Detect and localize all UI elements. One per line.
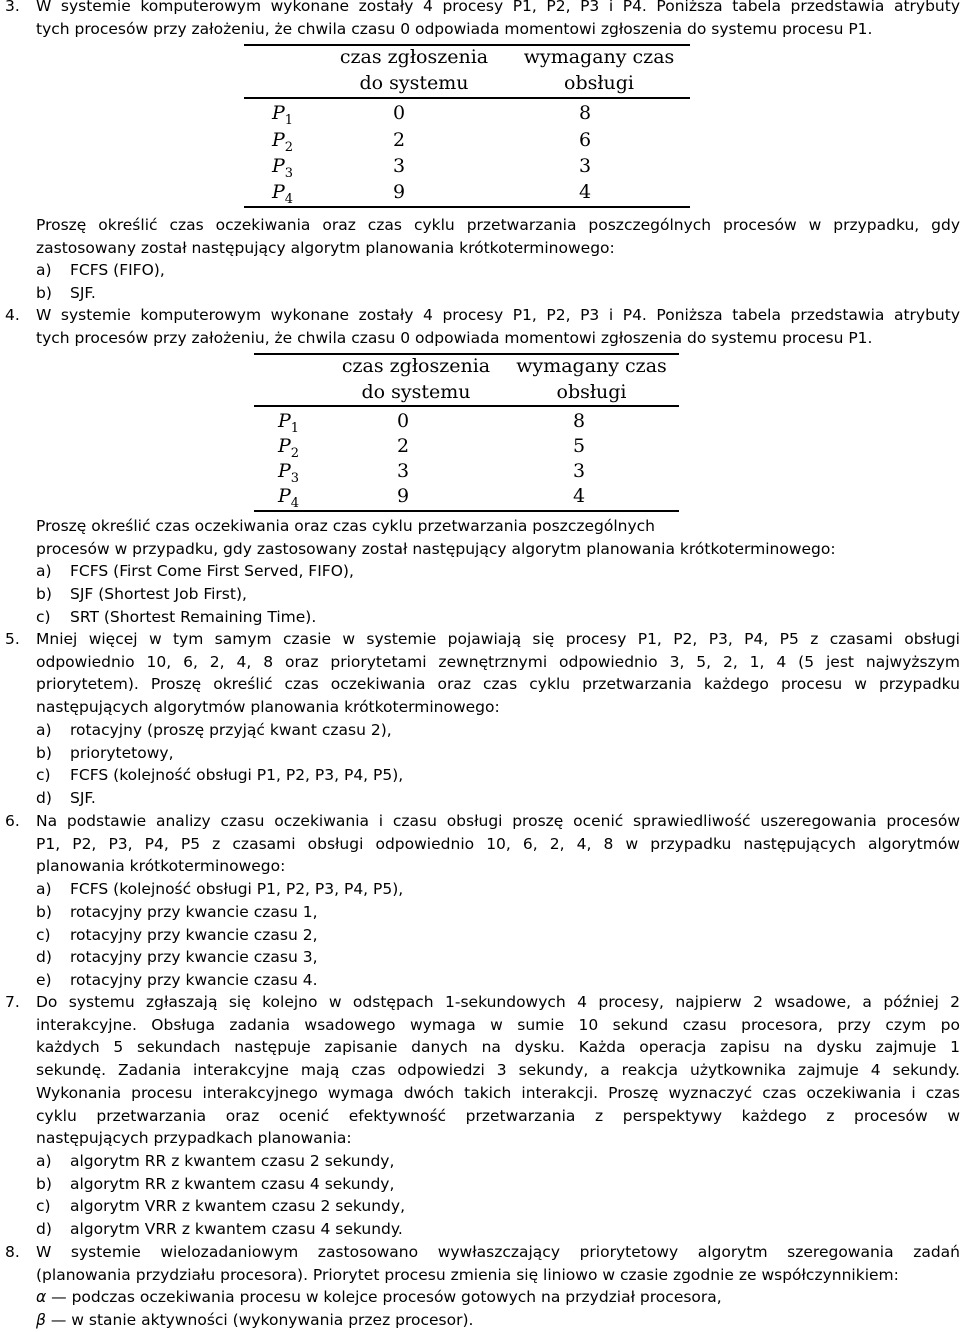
option-text: rotacyjny przy kwancie czasu 3,	[70, 948, 318, 967]
process-table-q3	[244, 44, 694, 214]
option-item	[36, 742, 960, 765]
option-label: b)	[36, 902, 52, 921]
question-text-line: następujących algorytmów planowania krótkoterminowego:	[36, 698, 500, 717]
option-label: d)	[36, 788, 52, 807]
arrival-cell: 9	[392, 181, 406, 203]
option-item	[36, 583, 960, 606]
option-label: a)	[36, 1151, 52, 1170]
table-rule	[244, 44, 690, 46]
option-text: SJF (Shortest Job First),	[70, 585, 247, 604]
burst-cell: 3	[572, 460, 586, 482]
options-list	[36, 719, 960, 810]
arrival-cell: 2	[396, 435, 410, 457]
option-label: e)	[36, 970, 52, 989]
question-4-task	[0, 515, 960, 629]
table-rule	[244, 97, 690, 99]
question-text-line: tych procesów przy założeniu, że chwila czasu 0 odpowiada momentowi zgłoszenia do systemu procesu P1.	[36, 19, 873, 38]
option-text: algorytm VRR z kwantem czasu 4 sekundy.	[70, 1220, 403, 1239]
option-label: a)	[36, 562, 52, 581]
arrival-cell: 3	[396, 460, 410, 482]
option-label: b)	[36, 1174, 52, 1193]
header-line: czas zgłoszenia	[339, 46, 489, 68]
option-label: b)	[36, 743, 52, 762]
question-text-line: następujących przypadkach planowania:	[36, 1129, 352, 1148]
question-3	[0, 0, 960, 40]
option-item	[36, 719, 960, 742]
option-item	[36, 901, 960, 924]
option-text: algorytm RR z kwantem czasu 2 sekundy,	[70, 1151, 395, 1170]
option-text: rotacyjny przy kwancie czasu 4.	[70, 970, 318, 989]
option-label: a)	[36, 880, 52, 899]
option-text: FCFS (kolejność obsługi P1, P2, P3, P4, P5),	[70, 880, 404, 899]
option-item	[36, 764, 960, 787]
options-list	[36, 259, 960, 304]
table-rule	[254, 405, 679, 407]
coefficient-text: — podczas oczekiwania procesu w kolejce procesów gotowych na przydział procesora,	[51, 1288, 722, 1307]
header-line: do systemu	[361, 381, 471, 403]
option-label: a)	[36, 261, 52, 280]
question-text-line: priorytetem). Proszę określić czas oczekiwania oraz czas cyklu przetwarzania każdego procesu w przypadku	[36, 675, 960, 694]
arrival-cell: 9	[396, 485, 410, 507]
option-text: rotacyjny przy kwancie czasu 1,	[70, 902, 318, 921]
option-item	[36, 560, 960, 583]
arrival-cell: 3	[392, 155, 406, 177]
question-text-line: Na podstawie analizy czasu oczekiwania i czasu obsługi proszę ocenić sprawiedliwość uszeregowania procesów	[36, 812, 960, 830]
header-line: czas zgłoszenia	[341, 355, 491, 377]
coefficient-text: — w stanie aktywności (wykonywania przez procesor).	[50, 1311, 474, 1330]
process-label: $P_3$	[278, 460, 300, 486]
question-text-line: W systemie komputerowym wykonane zostały 4 procesy P1, P2, P3 i P4. Poniższa tabela przedstawia atrybuty	[36, 306, 960, 324]
table-header-arrival	[338, 353, 494, 405]
question-text-line: W systemie wielozadaniowym zastosowano wywłaszczający priorytetowy algorytm szeregowania zadań	[36, 1243, 960, 1261]
process-label: $P_1$	[278, 410, 300, 436]
question-text-line: Wykonania procesu interakcyjnego wymaga dwóch takich interakcji. Proszę wyznaczyć czas oczekiwania i czas	[36, 1083, 960, 1102]
option-item	[36, 924, 960, 947]
option-text: algorytm RR z kwantem czasu 4 sekundy,	[70, 1174, 395, 1193]
question-text-line: P1, P2, P3, P4, P5 z czasami obsługi odpowiednio 10, 6, 2, 4, 8 w przypadku następujących algorytmów	[36, 834, 960, 853]
process-label: $P_2$	[278, 435, 300, 461]
question-4	[0, 304, 960, 349]
question-text-line: Proszę określić czas oczekiwania oraz czas cyklu przetwarzania poszczególnych procesów w przypadku, gdy	[36, 216, 960, 234]
question-text-line: W systemie komputerowym wykonane zostały 4 procesy P1, P2, P3 i P4. Poniższa tabela przedstawia atrybuty	[36, 0, 960, 15]
option-item	[36, 787, 960, 810]
question-text-line: każdych 5 sekundach następuje zapisanie danych na dysku. Każda operacja zapisu na dysku zajmuje 1	[36, 1038, 960, 1057]
question-text-line: procesów w przypadku, gdy zastosowany został następujący algorytm planowania krótkoterminowego:	[36, 539, 836, 558]
process-table-q4	[254, 353, 684, 521]
process-label: $P_4$	[272, 181, 294, 207]
option-item	[36, 1173, 960, 1196]
option-label: c)	[36, 607, 51, 626]
option-text: algorytm VRR z kwantem czasu 2 sekundy,	[70, 1197, 405, 1216]
question-number: 8.	[5, 1243, 20, 1261]
arrival-cell: 2	[392, 129, 406, 151]
option-text: SJF.	[70, 788, 96, 807]
burst-cell: 8	[572, 410, 586, 432]
coefficient-alpha	[36, 1286, 960, 1309]
table-header-burst	[514, 44, 684, 96]
option-item	[36, 1150, 960, 1173]
option-item	[36, 606, 960, 629]
process-label: $P_4$	[278, 485, 300, 511]
option-text: rotacyjny (proszę przyjąć kwant czasu 2),	[70, 720, 392, 739]
question-number: 3.	[5, 0, 20, 15]
header-line: do systemu	[359, 72, 469, 94]
table-header-burst	[509, 353, 674, 405]
question-text-line: planowania krótkoterminowego:	[36, 857, 286, 876]
burst-cell: 4	[578, 181, 592, 203]
question-text-line: cyklu przetwarzania oraz ocenić efektywność przetwarzania z perspektywy każdego z procesów w	[36, 1106, 960, 1125]
option-label: b)	[36, 284, 52, 303]
burst-cell: 8	[578, 102, 592, 124]
header-line: wymagany czas	[516, 355, 667, 377]
option-text: FCFS (kolejność obsługi P1, P2, P3, P4, P5),	[70, 766, 404, 785]
question-text-line: (planowania przydziału procesora). Priorytet procesu zmienia się liniowo w czasie zgodnie ze współczynnikiem:	[36, 1265, 899, 1284]
question-text-line: sekundę. Zadania interakcyjne mają czas odpowiedzi 3 sekundy, a reakcja użytkownika zajmuje 4 sekundy.	[36, 1061, 960, 1080]
option-label: a)	[36, 720, 52, 739]
question-7	[0, 991, 960, 1241]
header-line: obsługi	[564, 72, 634, 94]
option-item	[36, 1195, 960, 1218]
table-rule	[254, 510, 679, 512]
question-text-line: tych procesów przy założeniu, że chwila czasu 0 odpowiada momentowi zgłoszenia do systemu procesu P1.	[36, 328, 873, 347]
table-rule	[254, 353, 679, 355]
question-number: 7.	[5, 993, 20, 1011]
question-number: 6.	[5, 812, 20, 830]
arrival-cell: 0	[392, 102, 406, 124]
option-text: FCFS (First Come First Served, FIFO),	[70, 562, 354, 581]
header-line: wymagany czas	[523, 46, 675, 68]
process-label: $P_1$	[272, 102, 294, 128]
beta-symbol: β	[36, 1311, 46, 1330]
question-number: 5.	[5, 630, 20, 648]
option-text: SRT (Shortest Remaining Time).	[70, 607, 317, 626]
option-item	[36, 969, 960, 992]
option-label: c)	[36, 766, 51, 785]
question-text-line: Proszę określić czas oczekiwania oraz czas cyklu przetwarzania poszczególnych	[36, 517, 655, 535]
question-text-line: Mniej więcej w tym samym czasie w systemie pojawiają się procesy P1, P2, P3, P4, P5 z czasami obsługi	[36, 630, 960, 648]
option-text: FCFS (FIFO),	[70, 261, 165, 280]
option-text: SJF.	[70, 284, 96, 303]
burst-cell: 3	[578, 155, 592, 177]
question-text-line: interakcyjne. Obsługa zadania wsadowego wymaga w sumie 10 sekund czasu procesora, przy czym po	[36, 1015, 960, 1034]
option-label: d)	[36, 1220, 52, 1239]
question-3-task	[0, 214, 960, 305]
burst-cell: 6	[578, 129, 592, 151]
option-text: rotacyjny przy kwancie czasu 2,	[70, 925, 318, 944]
question-text-line: odpowiednio 10, 6, 2, 4, 8 oraz priorytetami zewnętrznymi odpowiednio 3, 5, 2, 1, 4 (5 jest najwyższym	[36, 652, 960, 671]
question-text-line: zastosowany został następujący algorytm planowania krótkoterminowego:	[36, 238, 615, 257]
alpha-symbol: α	[36, 1288, 47, 1307]
options-list	[36, 1150, 960, 1241]
arrival-cell: 0	[396, 410, 410, 432]
burst-cell: 4	[572, 485, 586, 507]
question-8	[0, 1241, 960, 1332]
question-5	[0, 628, 960, 810]
process-label: $P_2$	[272, 129, 294, 155]
option-item	[36, 946, 960, 969]
question-text-line: Do systemu zgłaszają się kolejno w odstępach 1-sekundowych 4 procesy, najpierw 2 wsadowe, a później 2	[36, 993, 960, 1011]
process-label: $P_3$	[272, 155, 294, 181]
option-item	[36, 282, 960, 305]
question-number: 4.	[5, 306, 20, 324]
coefficient-beta	[36, 1309, 960, 1332]
options-list	[36, 560, 960, 628]
table-header-arrival	[334, 44, 494, 96]
burst-cell: 5	[572, 435, 586, 457]
question-6	[0, 810, 960, 992]
table-rule	[244, 206, 690, 208]
option-item	[36, 878, 960, 901]
option-item	[36, 259, 960, 282]
option-label: b)	[36, 585, 52, 604]
option-label: d)	[36, 948, 52, 967]
header-line: obsługi	[556, 381, 627, 403]
option-label: c)	[36, 1197, 51, 1216]
option-text: priorytetowy,	[70, 743, 174, 762]
options-list	[36, 878, 960, 992]
option-item	[36, 1218, 960, 1241]
option-label: c)	[36, 925, 51, 944]
